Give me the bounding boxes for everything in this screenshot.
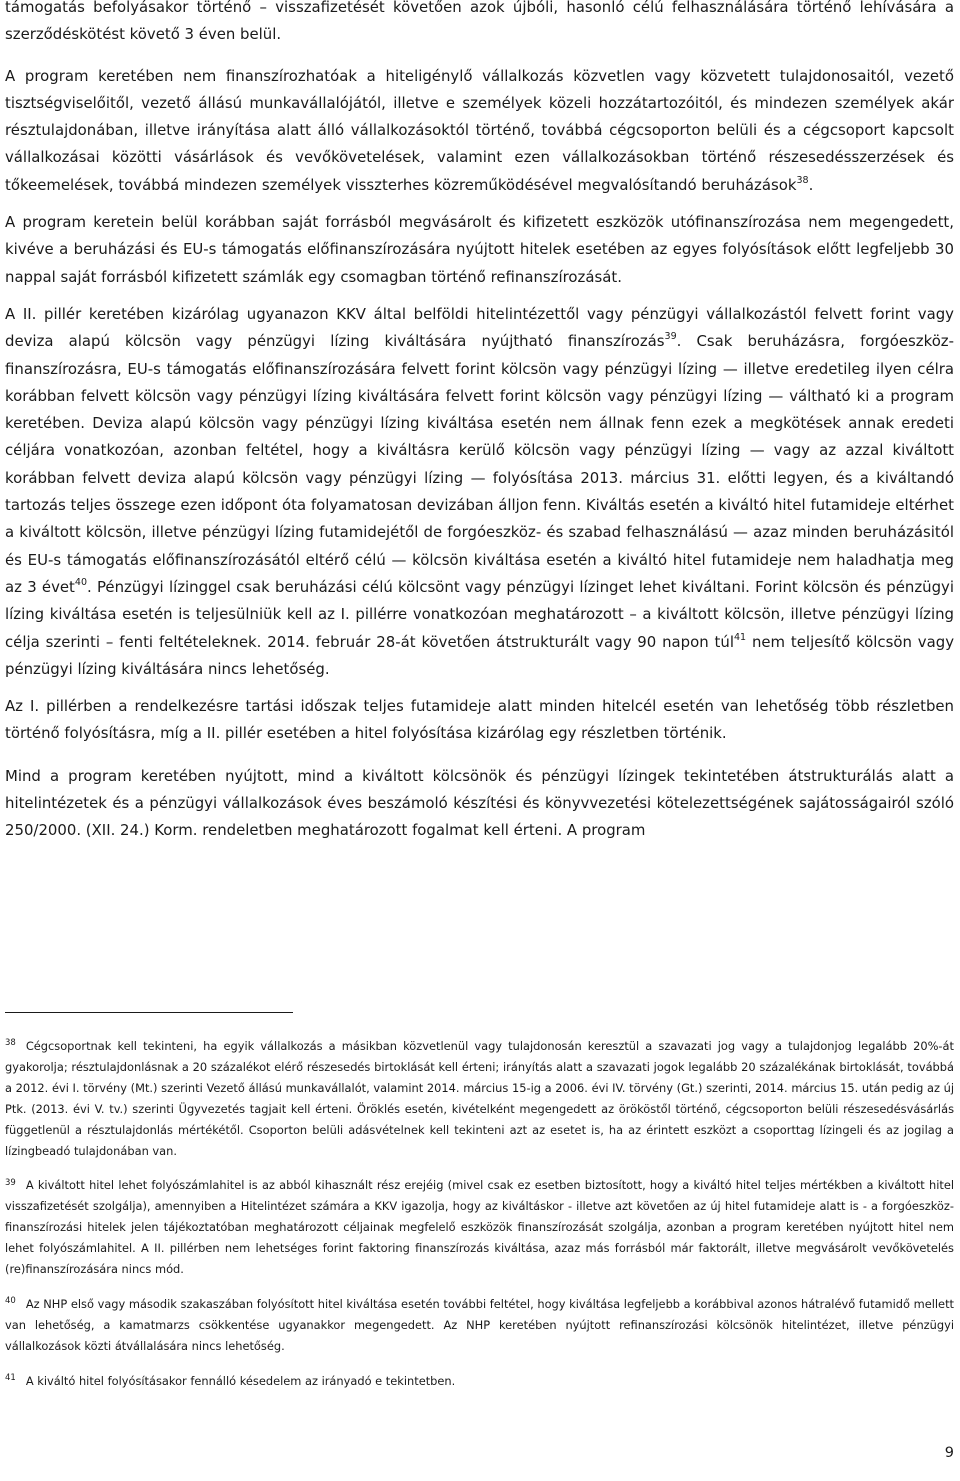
footnote-text: Cégcsoportnak kell tekinteni, ha egyik vállalkozás a másikban közvetlenül vagy tulajdonosán keresztül a szavazati jog vagy a tulajdonjog legalább 20%-át gyakorolja; résztulajdonlásnak a 20 százalékot elérő részesedés birtoklását kell érteni; irányítás alatt a szavazati jogok legalább 20 százalékának birtoklását, továbbá a 2012. évi I. törvény (Mt.) szerinti Vezető állású munkavállalót, valamint 2014. március 15-ig a 2006. évi IV. törvény (Gt.) szerinti, 2014. március 15. után pedig az új Ptk. (2013. évi V. tv.) szerinti Ügyvezetés tagjait kell érteni. Öröklés esetén, kivételként megengedett az örököstől történő, cégcsoporton belüli részesedésvásárlás függetlenül a résztulajdonlás mértékétől. Csoporton belüli adásvételnek kell tekinteni azt az esetet is, ha az érintett eszközt a csoporttag lízingeli és az jogilag a lízingbeadó tulajdonában van. xyxy=(5,1039,954,1158)
body-paragraph xyxy=(5,0,954,49)
footnote-number: 39 xyxy=(5,1177,16,1188)
body-paragraph xyxy=(5,763,954,845)
footnote-text: A kiváltó hitel folyósításakor fennálló késedelem az irányadó e tekintetben. xyxy=(25,1373,456,1388)
footnote xyxy=(5,1036,954,1161)
paragraph-text: . Csak beruházásra, forgóeszköz-finanszírozásra, EU-s támogatás előfinanszírozására felvett forint kölcsön vagy pénzügyi lízing — illetve eredetileg ilyen célra korábban felvett kölcsön vagy pénzügyi lízing kiváltására felvett forint kölcsön vagy pénzügyi lízing — váltható ki a program keretében. Deviza alapú kölcsön vagy pénzügyi lízing kiváltása esetén nem állnak fenn ezek a megkötések annak eredeti céljára vonatkozóan, azonban feltétel, hogy a kiváltásra kerülő kölcsön vagy pénzügyi lízing — vagy az azzal kiváltott korábban felvett deviza alapú kölcsön vagy pénzügyi lízing — folyósítása 2013. március 31. előtti legyen, és a kiváltandó tartozás teljes összege ezen időpont óta folyamatosan devizában álljon fenn. Kiváltás esetén a kiváltó hitel futamideje eltérhet a kiváltott kölcsön, illetve pénzügyi lízing futamidejétől de forgóeszköz- és szabad felhasználású — azaz minden beruházásitól és EU-s támogatás előfinanszírozásától eltérő célú — kölcsön kiváltása esetén a kiváltó hitel futamideje nem haladhatja meg az 3 évet xyxy=(5,332,954,596)
footnote xyxy=(5,1175,954,1280)
footnote-number: 40 xyxy=(5,1296,16,1307)
body-paragraph xyxy=(5,209,954,291)
footnote-reference[interactable]: 38 xyxy=(796,174,809,186)
footnote-number: 41 xyxy=(5,1372,16,1383)
footnote-separator xyxy=(5,1012,293,1013)
footnote-reference[interactable]: 41 xyxy=(733,631,747,643)
footnote-number: 38 xyxy=(5,1038,16,1049)
paragraph-text: . xyxy=(808,175,814,194)
footnote-text: A kiváltott hitel lehet folyószámlahitel is az abból kihasznált rész erejéig (mivel csak ez esetben biztosított, hogy a kiváltó hitel teljes mértékben a kiváltott hitel visszafizetését szolgálja), amennyiben a Hitelintézet számára a KKV igazolja, hogy az kiváltáskor - illetve azt követően az új hitel futamideje alatt is - a forgóeszköz-finanszírozási hitelek jelen tájékoztatóban meghatározott céljainak megfelelő eszközök finanszírozását szolgálja, azonban a program keretében nyújtott hitel nem lehet folyószámlahitel. A II. pillérben nem lehetséges forint faktoring finanszírozás kiváltása, azaz más forrásból már faktorált, illetve megvásárolt vevőkövetelés (re)finanszírozására nincs mód. xyxy=(5,1178,954,1277)
paragraph-text: Mind a program keretében nyújtott, mind a kiváltott kölcsönök és pénzügyi lízingek tekintetében átstrukturálás alatt a hitelintézetek és a pénzügyi vállalkozások éves beszámoló készítési és könyvvezetési kötelezettségének sajátosságairól szóló 250/2000. (XII. 24.) Korm. rendeletben meghatározott fogalmat kell érteni. A program xyxy=(5,766,954,840)
paragraph-text: nem teljesítő kölcsön vagy pénzügyi lízing kiváltására nincs lehetőség. xyxy=(5,632,955,678)
body-paragraph xyxy=(5,63,954,199)
paragraph-text: A program keretein belül korábban saját forrásból megvásárolt és kifizetett eszközök utófinanszírozása nem megengedett, kivéve a beruházási és EU-s támogatás előfinanszírozására nyújtott hitelek esetében az egyes folyósítások előtt legfeljebb 30 nappal saját forrásból kifizetett számlák egy csomagban történő refinanszírozását. xyxy=(5,213,954,286)
footnotes xyxy=(5,1036,954,1406)
body-paragraph xyxy=(5,301,954,683)
paragraph-text: . Pénzügyi lízinggel csak beruházási célú kölcsönt vagy pénzügyi lízinget lehet kiváltani. Forint kölcsön és pénzügyi lízing kiváltása esetén is teljesülniük kell az I. pillérre vonatkozóan meghatározott – a kiváltott kölcsön, illetve pénzügyi lízing célja szerinti – fenti feltételeknek. 2014. február 28-át követően átstrukturált vagy 90 napon túl xyxy=(5,577,954,651)
document-page xyxy=(5,0,955,1388)
footnote-reference[interactable]: 40 xyxy=(74,576,87,588)
footnote xyxy=(5,1294,954,1357)
paragraph-text: A program keretében nem finanszírozhatóak a hiteligénylő vállalkozás közvetlen vagy közvetett tulajdonosaitól, vezető tisztségviselőitől, vezető állású munkavállalójától, illetve e személyek közeli hozzátartozóitól, és mindezen személyek akár résztulajdonában, illetve irányítása alatt álló vállalkozásoktól történő, továbbá cégcsoporton belüli és a cégcsoport kapcsolt vállalkozásai közötti vásárlások és vevőkövetelések, valamint ezen vállalkozásokban történő részesedésszerzések és tőkeemelések, továbbá mindezen személyek visszterhes közreműködésével megvalósítandó beruházások xyxy=(5,66,954,194)
footnote-text: Az NHP első vagy második szakaszában folyósított hitel kiváltása esetén további feltétel, hogy kiváltása legfeljebb a korábbival azonos hátralévő futamidő mellett van lehetőség, a kamatmarzs csökkentése ugyanakkor megengedett. Az NHP keretében nyújtott refinanszírozási kölcsönök hitelintézet, illetve pénzügyi vállalkozások közti átvállalására nincs lehetőség. xyxy=(5,1296,954,1353)
footnote-reference[interactable]: 39 xyxy=(664,331,677,343)
paragraph-text: Az I. pillérben a rendelkezésre tartási időszak teljes futamideje alatt minden hitelcél esetén van lehetőség több részletben történő folyósításra, míg a II. pillér esetében a hitel folyósítása kizárólag egy részletben történik. xyxy=(5,697,954,743)
body-paragraph xyxy=(5,693,954,748)
footnote xyxy=(5,1371,954,1392)
paragraph-text: A II. pillér keretében kizárólag ugyanazon KKV által belföldi hitelintézettől vagy pénzügyi vállalkozástól felvett forint vagy deviza alapú kölcsön vagy pénzügyi lízing kiváltására nyújtható finanszírozás xyxy=(5,304,954,351)
paragraph-text: támogatás befolyásakor történő – visszafizetését követően azok újbóli, hasonló célú felhasználására történő lehívására a szerződéskötést követő 3 éven belül. xyxy=(5,0,954,44)
page-number: 9 xyxy=(944,1445,954,1461)
